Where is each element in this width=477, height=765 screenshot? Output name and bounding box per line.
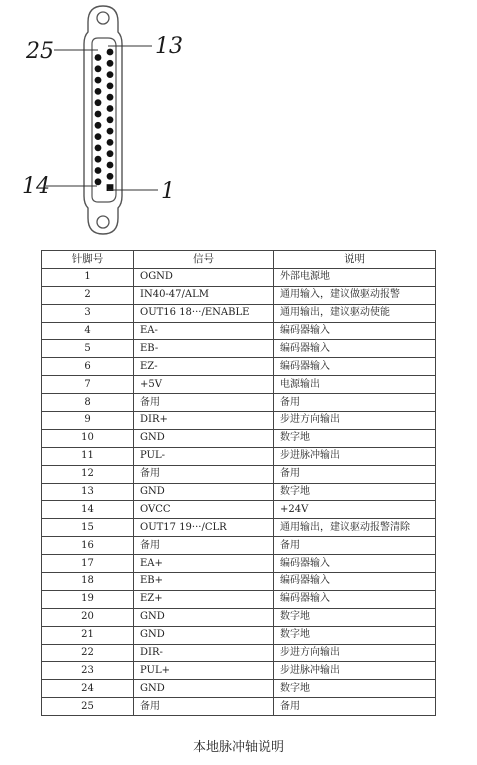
signal-cell: 备用 — [134, 537, 274, 555]
pin-label-25: 25 — [26, 39, 54, 64]
signal-cell: GND — [134, 680, 274, 698]
description-cell: 步进脉冲输出 — [274, 447, 436, 465]
table-body — [42, 268, 436, 715]
description-cell: +24V — [274, 501, 436, 519]
pin-contact — [107, 150, 114, 157]
pin-contact — [107, 105, 114, 112]
pin-cell: 1 — [42, 268, 134, 286]
table-row — [42, 590, 436, 608]
table-row — [42, 340, 436, 358]
pin-contact — [107, 83, 114, 90]
description-cell: 编码器输入 — [274, 590, 436, 608]
pin-contact — [107, 173, 114, 180]
pin-cell: 5 — [42, 340, 134, 358]
description-cell: 通用输入，建议做驱动报警 — [274, 286, 436, 304]
db25-connector-diagram — [0, 0, 477, 240]
signal-cell: 备用 — [134, 394, 274, 412]
pin-contact — [95, 133, 102, 140]
signal-cell: OVCC — [134, 501, 274, 519]
pin-cell: 23 — [42, 662, 134, 680]
pin-contact — [107, 49, 114, 56]
description-cell: 备用 — [274, 394, 436, 412]
table-row — [42, 573, 436, 591]
pin-cell: 8 — [42, 394, 134, 412]
table-row — [42, 483, 436, 501]
pin-cell: 4 — [42, 322, 134, 340]
signal-cell: EB+ — [134, 573, 274, 591]
table-header-row — [42, 251, 436, 269]
description-cell: 备用 — [274, 465, 436, 483]
table-row — [42, 519, 436, 537]
signal-cell: GND — [134, 626, 274, 644]
signal-cell: 备用 — [134, 465, 274, 483]
pin-cell: 22 — [42, 644, 134, 662]
pin-cell: 25 — [42, 698, 134, 716]
description-cell: 数字地 — [274, 429, 436, 447]
description-cell: 电源输出 — [274, 376, 436, 394]
table-row — [42, 608, 436, 626]
description-cell: 编码器输入 — [274, 358, 436, 376]
signal-cell: 备用 — [134, 698, 274, 716]
signal-cell: EA+ — [134, 555, 274, 573]
pin-contact — [95, 65, 102, 72]
table-row — [42, 537, 436, 555]
description-cell: 步进方向输出 — [274, 412, 436, 430]
pin-contact — [107, 116, 114, 123]
pin-contact — [107, 162, 114, 169]
mounting-hole-top — [97, 12, 109, 24]
description-cell: 通用输出，建议驱动报警清除 — [274, 519, 436, 537]
signal-cell: GND — [134, 608, 274, 626]
table-row — [42, 644, 436, 662]
header-pin: 针脚号 — [42, 251, 134, 269]
table-row — [42, 501, 436, 519]
table-row — [42, 304, 436, 322]
table-row — [42, 286, 436, 304]
pin-contact — [95, 54, 102, 61]
table-row — [42, 447, 436, 465]
signal-cell: OGND — [134, 268, 274, 286]
pin-cell: 21 — [42, 626, 134, 644]
description-cell: 步进脉冲输出 — [274, 662, 436, 680]
table-row — [42, 358, 436, 376]
signal-cell: DIR+ — [134, 412, 274, 430]
pin-cell: 20 — [42, 608, 134, 626]
description-cell: 步进方向输出 — [274, 644, 436, 662]
table-row — [42, 555, 436, 573]
pin-cell: 18 — [42, 573, 134, 591]
description-cell: 编码器输入 — [274, 573, 436, 591]
signal-cell: OUT17 19···/CLR — [134, 519, 274, 537]
pin-cell: 9 — [42, 412, 134, 430]
pin-label-14: 14 — [22, 174, 50, 199]
pin-contact — [95, 178, 102, 185]
signal-cell: +5V — [134, 376, 274, 394]
pin-cell: 19 — [42, 590, 134, 608]
pin-cell: 17 — [42, 555, 134, 573]
table-row — [42, 268, 436, 286]
pin-contact — [95, 111, 102, 118]
signal-cell: EZ- — [134, 358, 274, 376]
signal-cell: EA- — [134, 322, 274, 340]
pin-contact — [107, 71, 114, 78]
table-row — [42, 680, 436, 698]
signal-cell: GND — [134, 483, 274, 501]
pin-cell: 3 — [42, 304, 134, 322]
pin-cell: 7 — [42, 376, 134, 394]
table-row — [42, 394, 436, 412]
description-cell: 编码器输入 — [274, 340, 436, 358]
table-row — [42, 322, 436, 340]
description-cell: 数字地 — [274, 608, 436, 626]
table-row — [42, 465, 436, 483]
pin-cell: 2 — [42, 286, 134, 304]
signal-cell: DIR- — [134, 644, 274, 662]
pin-contact — [107, 128, 114, 135]
signal-cell: PUL- — [134, 447, 274, 465]
table-row — [42, 662, 436, 680]
pin-label-1: 1 — [161, 179, 175, 204]
pin-cell: 11 — [42, 447, 134, 465]
header-signal: 信号 — [134, 251, 274, 269]
pin-cell: 13 — [42, 483, 134, 501]
mounting-hole-bottom — [97, 216, 109, 228]
pin-cell: 12 — [42, 465, 134, 483]
pin-contact — [107, 94, 114, 101]
pin-label-13: 13 — [155, 34, 183, 59]
pin-table — [41, 250, 436, 716]
pin-contact — [107, 139, 114, 146]
pin-cell: 14 — [42, 501, 134, 519]
pin-cell: 10 — [42, 429, 134, 447]
description-cell: 外部电源地 — [274, 268, 436, 286]
pin-contact — [95, 145, 102, 152]
header-description: 说明 — [274, 251, 436, 269]
signal-cell: OUT16 18···/ENABLE — [134, 304, 274, 322]
pin-cell: 24 — [42, 680, 134, 698]
table-row — [42, 376, 436, 394]
pin-contact — [95, 88, 102, 95]
signal-cell: GND — [134, 429, 274, 447]
pin-contact — [95, 167, 102, 174]
pin-contact — [107, 60, 114, 67]
signal-cell: EZ+ — [134, 590, 274, 608]
pin-contact — [95, 156, 102, 163]
description-cell: 编码器输入 — [274, 322, 436, 340]
description-cell: 编码器输入 — [274, 555, 436, 573]
description-cell: 数字地 — [274, 626, 436, 644]
pin-contact — [95, 77, 102, 84]
pin-contact — [95, 99, 102, 106]
description-cell: 数字地 — [274, 680, 436, 698]
table-row — [42, 626, 436, 644]
table-row — [42, 429, 436, 447]
signal-cell: IN40-47/ALM — [134, 286, 274, 304]
table-row — [42, 412, 436, 430]
description-cell: 通用输出，建议驱动使能 — [274, 304, 436, 322]
description-cell: 备用 — [274, 698, 436, 716]
caption: 本地脉冲轴说明 — [192, 740, 284, 755]
pin-contact — [95, 122, 102, 129]
signal-cell: EB- — [134, 340, 274, 358]
table-row — [42, 698, 436, 716]
signal-cell: PUL+ — [134, 662, 274, 680]
description-cell: 数字地 — [274, 483, 436, 501]
pin-cell: 6 — [42, 358, 134, 376]
pin-cell: 15 — [42, 519, 134, 537]
pin-cell: 16 — [42, 537, 134, 555]
description-cell: 备用 — [274, 537, 436, 555]
